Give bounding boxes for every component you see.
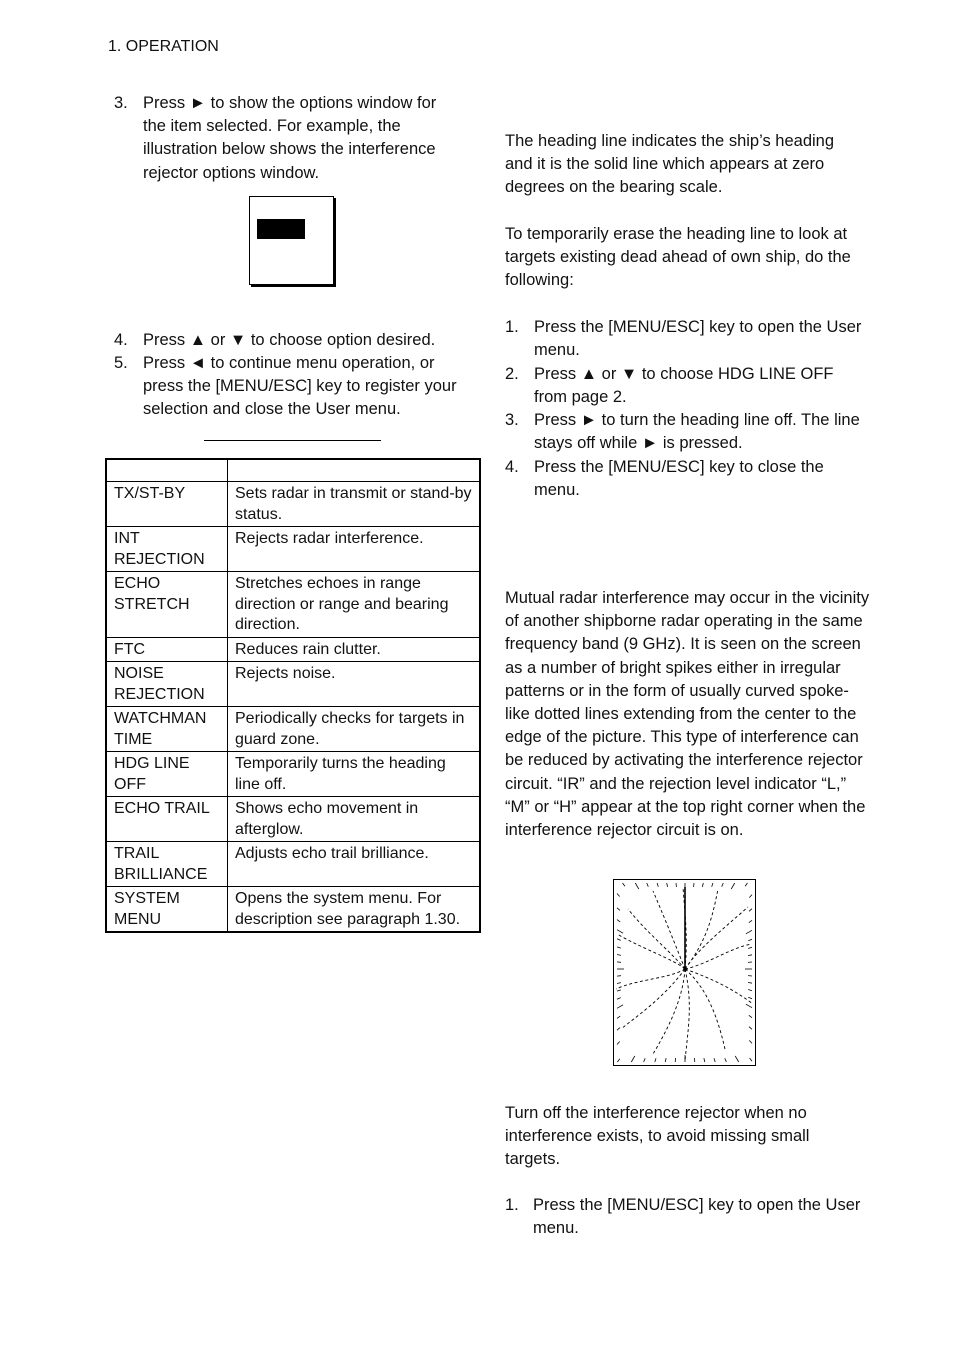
hdg-step-4 (505, 456, 865, 504)
menu-item-cell: SYSTEM MENU (106, 887, 228, 933)
page-header: 1. OPERATION (108, 38, 219, 55)
table-row (106, 842, 480, 887)
step-text: Press ▲ or ▼ to choose option desired. (143, 331, 436, 349)
description-cell: Reduces rain clutter. (228, 637, 481, 662)
step-text: Press the [MENU/ESC] key to close the menu. (534, 458, 824, 500)
description-cell: Adjusts echo trail brilliance. (228, 842, 481, 887)
heading-erase-paragraph: To temporarily erase the heading line to look at targets existing dead ahead of own ship, do the following: (505, 225, 851, 290)
table-row (106, 527, 480, 572)
step-number: 4. (505, 458, 519, 476)
description-cell: Rejects noise. (228, 662, 481, 707)
menu-item-cell: INT REJECTION (106, 527, 228, 572)
table-header-cell (106, 459, 228, 482)
step-5 (114, 352, 464, 424)
divider-rule (204, 440, 381, 441)
step-number: 3. (505, 411, 519, 429)
step-number: 3. (114, 94, 128, 112)
menu-item-cell: FTC (106, 637, 228, 662)
table-row (106, 887, 480, 933)
selected-option-highlight (257, 219, 305, 239)
options-window-illustration (249, 196, 334, 285)
user-menu-table (105, 458, 481, 933)
step-text: Press ► to show the options window for the item selected. For example, the illustration below shows the interference rejector options window. (143, 94, 437, 182)
hdg-step-3 (505, 409, 865, 457)
step-text: Press the [MENU/ESC] key to open the User menu. (534, 318, 862, 360)
ir-step-1 (505, 1194, 865, 1242)
table-row (106, 707, 480, 752)
description-cell: Stretches echoes in range direction or range and bearing direction. (228, 572, 481, 638)
description-cell: Shows echo movement in afterglow. (228, 797, 481, 842)
step-number: 1. (505, 1196, 519, 1214)
own-ship-center (683, 967, 687, 971)
menu-item-cell: ECHO STRETCH (106, 572, 228, 638)
menu-item-cell: HDG LINE OFF (106, 752, 228, 797)
menu-item-cell: NOISE REJECTION (106, 662, 228, 707)
interference-paragraph: Mutual radar interference may occur in the vicinity of another shipborne radar operating in the same frequency band (9 GHz). It is seen on the screen as a number of bright spikes either in irregular patterns or in the form of usually curved spoke-like dotted lines extending from the center to the edge of the picture. This type of interference can be reduced by activating the interference rejector circuit. “IR” and the rejection level indicator “L,” “M” or “H” appear at the top right corner when the interference rejector circuit is on. (505, 589, 870, 840)
step-text: Press the [MENU/ESC] key to open the User menu. (533, 1196, 861, 1238)
menu-item-cell: ECHO TRAIL (106, 797, 228, 842)
step-number: 4. (114, 331, 128, 349)
table-header-row (106, 459, 480, 482)
radar-interference-illustration (613, 879, 756, 1066)
hdg-step-1 (505, 316, 865, 364)
table-row (106, 752, 480, 797)
step-3 (114, 92, 464, 192)
table-row (106, 482, 480, 527)
hdg-step-2 (505, 363, 865, 411)
heading-line-paragraph: The heading line indicates the ship’s heading and it is the solid line which appears at zero degrees on the bearing scale. (505, 132, 835, 197)
step-number: 5. (114, 354, 128, 372)
step-text: Press ► to turn the heading line off. The line stays off while ► is pressed. (534, 411, 860, 453)
step-number: 1. (505, 318, 519, 336)
step-number: 2. (505, 365, 519, 383)
description-cell: Rejects radar interference. (228, 527, 481, 572)
table-row (106, 797, 480, 842)
menu-item-cell: TX/ST-BY (106, 482, 228, 527)
step-text: Press ▲ or ▼ to choose HDG LINE OFF from page 2. (534, 365, 834, 407)
table-header-cell (228, 459, 481, 482)
step-4 (114, 329, 464, 353)
menu-item-cell: WATCHMAN TIME (106, 707, 228, 752)
step-text: Press ◄ to continue menu operation, or press the [MENU/ESC] key to register your selection and close the User menu. (143, 354, 457, 419)
description-cell: Temporarily turns the heading line off. (228, 752, 481, 797)
turnoff-paragraph: Turn off the interference rejector when no interference exists, to avoid missing small targets. (505, 1104, 810, 1169)
table-row (106, 637, 480, 662)
description-cell: Sets radar in transmit or stand-by status. (228, 482, 481, 527)
menu-item-cell: TRAIL BRILLIANCE (106, 842, 228, 887)
description-cell: Periodically checks for targets in guard zone. (228, 707, 481, 752)
table-row (106, 662, 480, 707)
description-cell: Opens the system menu. For description see paragraph 1.30. (228, 887, 481, 933)
table-row (106, 572, 480, 638)
